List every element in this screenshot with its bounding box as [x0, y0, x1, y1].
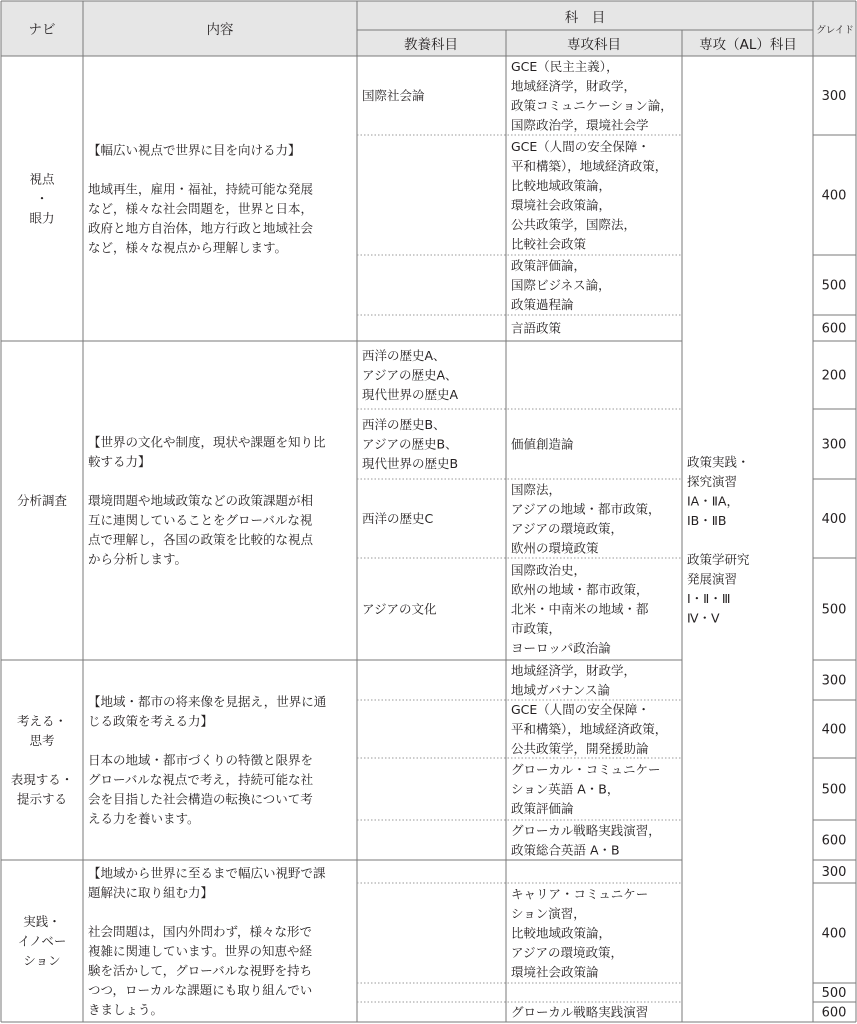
section-content-line: 政府と地方自治体，地方行政と地域社会 [88, 220, 314, 236]
major-subject-line: 欧州の地域・都市政策， [511, 582, 649, 597]
major-subject-line: 環境社会政策論， [511, 197, 612, 213]
general-subject-line: アジアの文化 [362, 601, 437, 617]
grade-value-line: 600 [821, 1005, 847, 1021]
major-subject-line: 言語政策 [511, 320, 562, 336]
major-subject-line: グローカル戦略実践演習， [511, 822, 661, 838]
section-content-line: じる政策を考える力】 [88, 713, 214, 729]
grade-value-line: 300 [821, 673, 847, 689]
section-content-line: など，様々な社会問題を，世界と日本， [88, 200, 314, 216]
grade-value-line: 300 [821, 89, 847, 104]
grade-value-line: 300 [821, 865, 847, 880]
major-subject-line: 政策コミュニケーション論， [511, 97, 673, 113]
section-content-line: 点で理解し，各国の政策を比較的な視点 [88, 532, 314, 547]
major-subject-line: 比較社会政策 [511, 236, 587, 252]
major-subject-line: 政策総合英語 A・B [511, 842, 620, 858]
section-content-line: 互に連関していることをグローバルな視 [88, 512, 313, 528]
major-subject-line: 地域経済学，財政学， [511, 662, 637, 678]
section-content-line: 【世界の文化や制度，現状や課題を知り比 [88, 434, 326, 450]
major-subject-line: 欧州の環境政策 [511, 540, 599, 556]
section-navi-line: ・ [35, 191, 49, 206]
major-subject-line: ション英語 A・B， [511, 781, 620, 797]
major-subject-line: グローカル戦略実践演習 [511, 1004, 649, 1020]
al-subject-line: 政策学研究 [687, 552, 750, 567]
major-subject-line: アジアの地域・都市政策， [511, 501, 661, 517]
section-navi-line: 分析調査 [16, 493, 68, 508]
grade-value-line: 500 [821, 986, 847, 1001]
major-subject-line: グローカル・コミュニケー [511, 762, 661, 777]
general-subject-line: 西洋の歴史B、 [362, 417, 446, 432]
section-content-line: 【地域・都市の将来像を見据え，世界に通 [88, 694, 327, 709]
section-content-line: から分析します。 [88, 551, 188, 567]
general-subject-line: 西洋の歴史A、 [362, 348, 446, 363]
major-subject-line: GCE（人間の安全保障・ [511, 702, 650, 717]
section-3 [11, 663, 847, 858]
major-subject-line: 環境社会政策論 [511, 964, 599, 980]
section-navi-line: 考える・ [16, 713, 68, 729]
grade-value-line: 500 [821, 782, 847, 798]
major-subject-line: ション演習， [511, 906, 586, 921]
section-navi-line: ション [23, 953, 61, 968]
grade-value-line: 400 [821, 188, 847, 204]
major-subject-line: GCE（民主主義）， [511, 58, 619, 74]
major-subject-line: 価値創造論 [511, 436, 574, 452]
header-content: 内容 [206, 22, 234, 38]
header-subjects: 科 目 [564, 10, 606, 26]
major-subject-line: 政策過程論 [511, 297, 574, 312]
section-content-line: 日本の地域・都市づくりの特徴と限界を [88, 752, 314, 768]
al-subject-line: Ⅰ・Ⅱ・Ⅲ [687, 591, 731, 606]
major-subject-line: 政策評価論， [511, 258, 587, 273]
table-body [11, 59, 847, 1021]
section-navi-line: 眼力 [29, 210, 55, 226]
al-subject-line: 政策実践・ [687, 454, 750, 470]
al-subjects [687, 455, 750, 626]
section-content-line: 社会問題は，国内外問わず，様々な形で [88, 923, 313, 939]
major-subject-line: 比較地域政策論， [511, 925, 612, 941]
major-subject-line: キャリア・コミュニケー [511, 886, 649, 902]
section-content-line: 験を活かして，グローバルな視野を持ち [88, 962, 313, 978]
major-subject-line: 政策評価論 [511, 801, 574, 816]
section-navi-line: 表現する・ [10, 772, 74, 787]
grade-value-line: 600 [821, 833, 847, 849]
general-subject-line: 国際社会論 [362, 88, 425, 103]
major-subject-line: 北米・中南米の地域・都 [511, 601, 649, 617]
section-content-line: 会を目指した社会構造の転換について考 [88, 791, 313, 807]
major-subject-line: 地域ガバナンス論 [511, 682, 611, 698]
header-grade: グレイド [816, 25, 854, 36]
major-subject-line: 公共政策学，開発援助論 [511, 741, 649, 756]
general-subject-line: アジアの歴史A、 [362, 367, 458, 383]
section-content-line: グローバルな視点で考え，持続可能な社 [88, 772, 314, 787]
grade-value-line: 600 [821, 321, 847, 337]
general-subject-line: 西洋の歴史C [362, 511, 434, 526]
grade-value-line: 200 [821, 368, 847, 384]
header-navi: ナビ [28, 22, 56, 38]
section-1 [29, 59, 846, 337]
section-content-line: など，様々な視点から理解します。 [88, 239, 288, 255]
grade-value-line: 300 [821, 437, 847, 453]
section-content-line: 【幅広い視点で世界に目を向ける力】 [88, 142, 301, 158]
grade-value-line: 400 [821, 926, 847, 942]
major-subject-line: 比較地域政策論， [511, 177, 612, 193]
al-subject-line: ⅠB・ⅡB [687, 513, 727, 528]
major-subject-line: ヨーロッパ政治論 [511, 640, 611, 656]
al-subject-line: 発展演習 [687, 571, 738, 587]
major-subject-line: 平和構築），地域経済政策， [511, 721, 668, 737]
section-4 [18, 865, 847, 1021]
major-subject-line: 国際政治学，環境社会学 [511, 117, 649, 133]
header-major: 専攻科目 [567, 37, 621, 53]
general-subject-line: 現代世界の歴史A [362, 387, 459, 402]
general-subject-line: アジアの歴史B、 [362, 436, 458, 452]
header-major-al: 専攻（AL）科目 [699, 37, 797, 53]
major-subject-line: 国際ビジネス論， [511, 277, 611, 293]
section-navi-line: 実践・ [23, 914, 61, 929]
grade-value-line: 400 [821, 722, 847, 738]
grade-value-line: 500 [821, 602, 847, 618]
major-subject-line: 公共政策学，国際法， [511, 216, 637, 232]
section-content-line: 較する力】 [88, 454, 151, 469]
al-subject-line: ⅠA・ⅡA， [687, 493, 739, 509]
section-content-line: 題解決に取り組む力】 [88, 884, 214, 900]
section-navi-line: 思考 [29, 733, 55, 748]
section-navi-line: イノベー [17, 933, 67, 949]
section-content-line: つつ，ローカルな課題にも取り組んでい [88, 982, 313, 998]
section-navi-line: 提示する [16, 791, 68, 807]
major-subject-line: 平和構築），地域経済政策， [511, 158, 668, 174]
major-subject-line: 地域経済学，財政学， [511, 78, 637, 94]
header-general: 教養科目 [404, 37, 458, 53]
major-subject-line: アジアの環境政策， [511, 945, 624, 960]
major-subject-line: 国際政治史， [511, 562, 587, 578]
major-subject-line: GCE（人間の安全保障・ [511, 138, 650, 154]
section-content-line: 複雑に関連しています。世界の知恵や経 [88, 943, 313, 959]
major-subject-line: 市政策， [511, 621, 562, 636]
section-content-line: 【地域から世界に至るまで幅広い視野で課 [88, 865, 326, 881]
section-content-line: きましょう。 [88, 1001, 164, 1017]
section-content-line: える力を養います。 [88, 811, 200, 826]
major-subject-line: アジアの環境政策， [511, 520, 624, 536]
section-navi-line: 視点 [29, 171, 55, 187]
grade-value-line: 400 [821, 512, 847, 527]
general-subject-line: 現代世界の歴史B [362, 456, 459, 471]
al-subject-line: Ⅳ・Ⅴ [687, 610, 720, 626]
section-content-line: 環境問題や地域政策などの政策課題が相 [88, 493, 314, 508]
major-subject-line: 国際法， [511, 481, 562, 497]
al-subject-line: 探究演習 [687, 474, 738, 489]
section-content-line: 地域再生，雇用・福祉，持続可能な発展 [88, 181, 314, 197]
grade-value-line: 500 [821, 278, 847, 294]
